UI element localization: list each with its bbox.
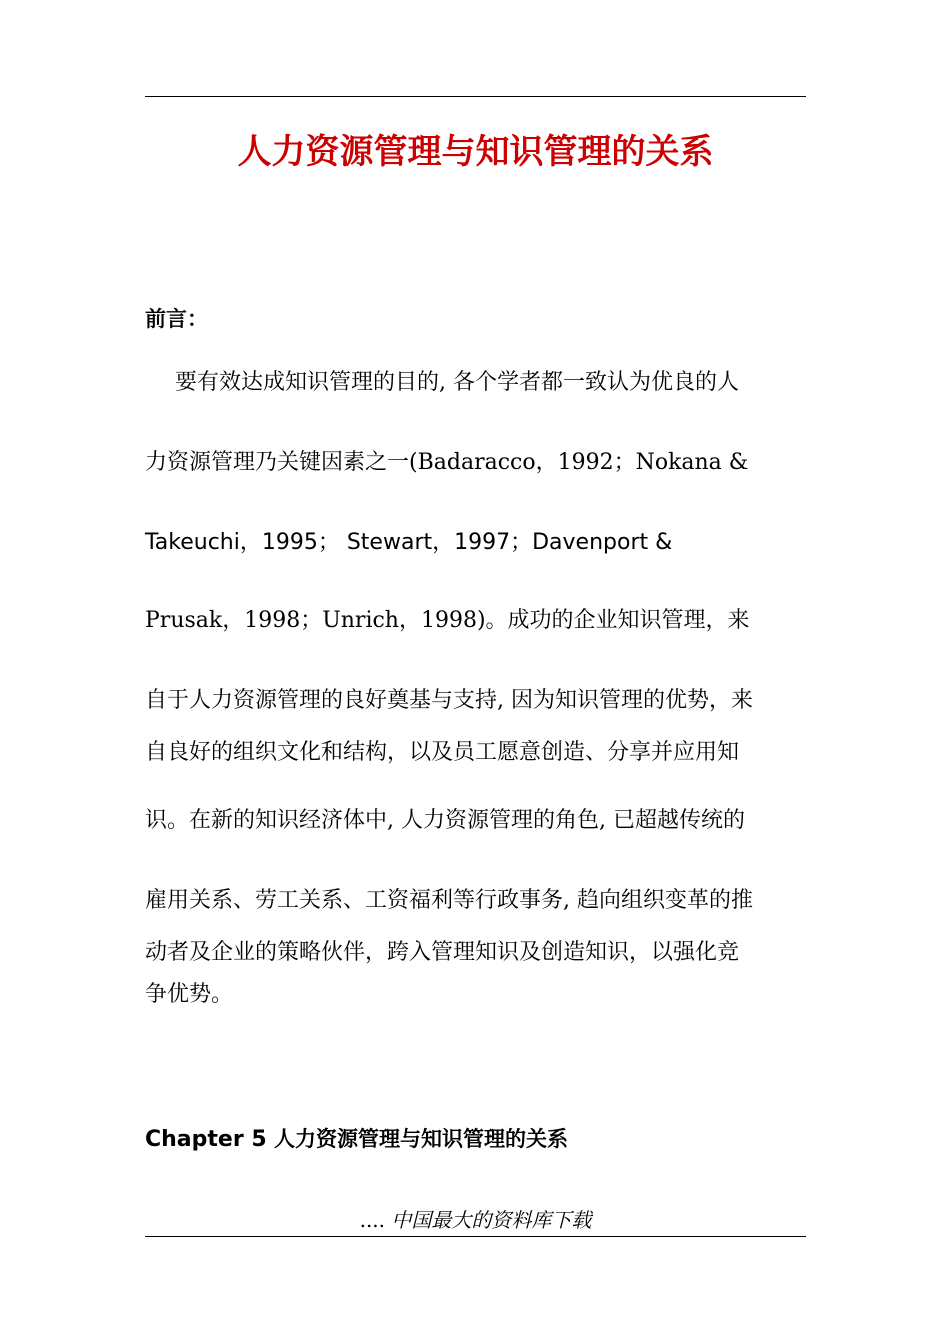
footer-dots: .... (359, 1208, 386, 1232)
body-line-7: 识。在新的知识经济体中, 人力资源管理的角色, 已超越传统的 (145, 808, 745, 833)
body-line-5: 自于人力资源管理的良好奠基与支持, 因为知识管理的优势，来 (145, 688, 753, 713)
body-line-6: 自良好的组织文化和结构，以及员工愿意创造、分享并应用知 (145, 740, 740, 765)
body-line-10: 争优势。 (145, 982, 234, 1007)
header-rule (145, 96, 806, 97)
preface-heading: 前言： (145, 306, 208, 331)
body-line-1: 要有效达成知识管理的目的, 各个学者都一致认为优良的人 (175, 370, 739, 395)
footer (145, 1206, 806, 1234)
body-line-4: Prusak，1998；Unrich，1998)。成功的企业知识管理，来 (145, 608, 750, 633)
chapter-number: Chapter 5 (145, 1127, 267, 1152)
body-line-8: 雇用关系、劳工关系、工资福利等行政事务, 趋向组织变革的推 (145, 888, 753, 913)
chapter-heading (145, 1124, 568, 1155)
document-title: 人力资源管理与知识管理的关系 (237, 132, 714, 172)
chapter-title: 人力资源管理与知识管理的关系 (273, 1126, 568, 1151)
body-line-2: 力资源管理乃关键因素之一(Badaracco，1992；Nokana & (145, 450, 749, 475)
body-line-9: 动者及企业的策略伙伴，跨入管理知识及创造知识，以强化竞 (145, 940, 740, 965)
footer-text: 中国最大的资料库下载 (391, 1208, 592, 1232)
body-line-3: Takeuchi，1995； Stewart，1997；Davenport & (145, 530, 673, 555)
footer-rule (145, 1236, 806, 1237)
